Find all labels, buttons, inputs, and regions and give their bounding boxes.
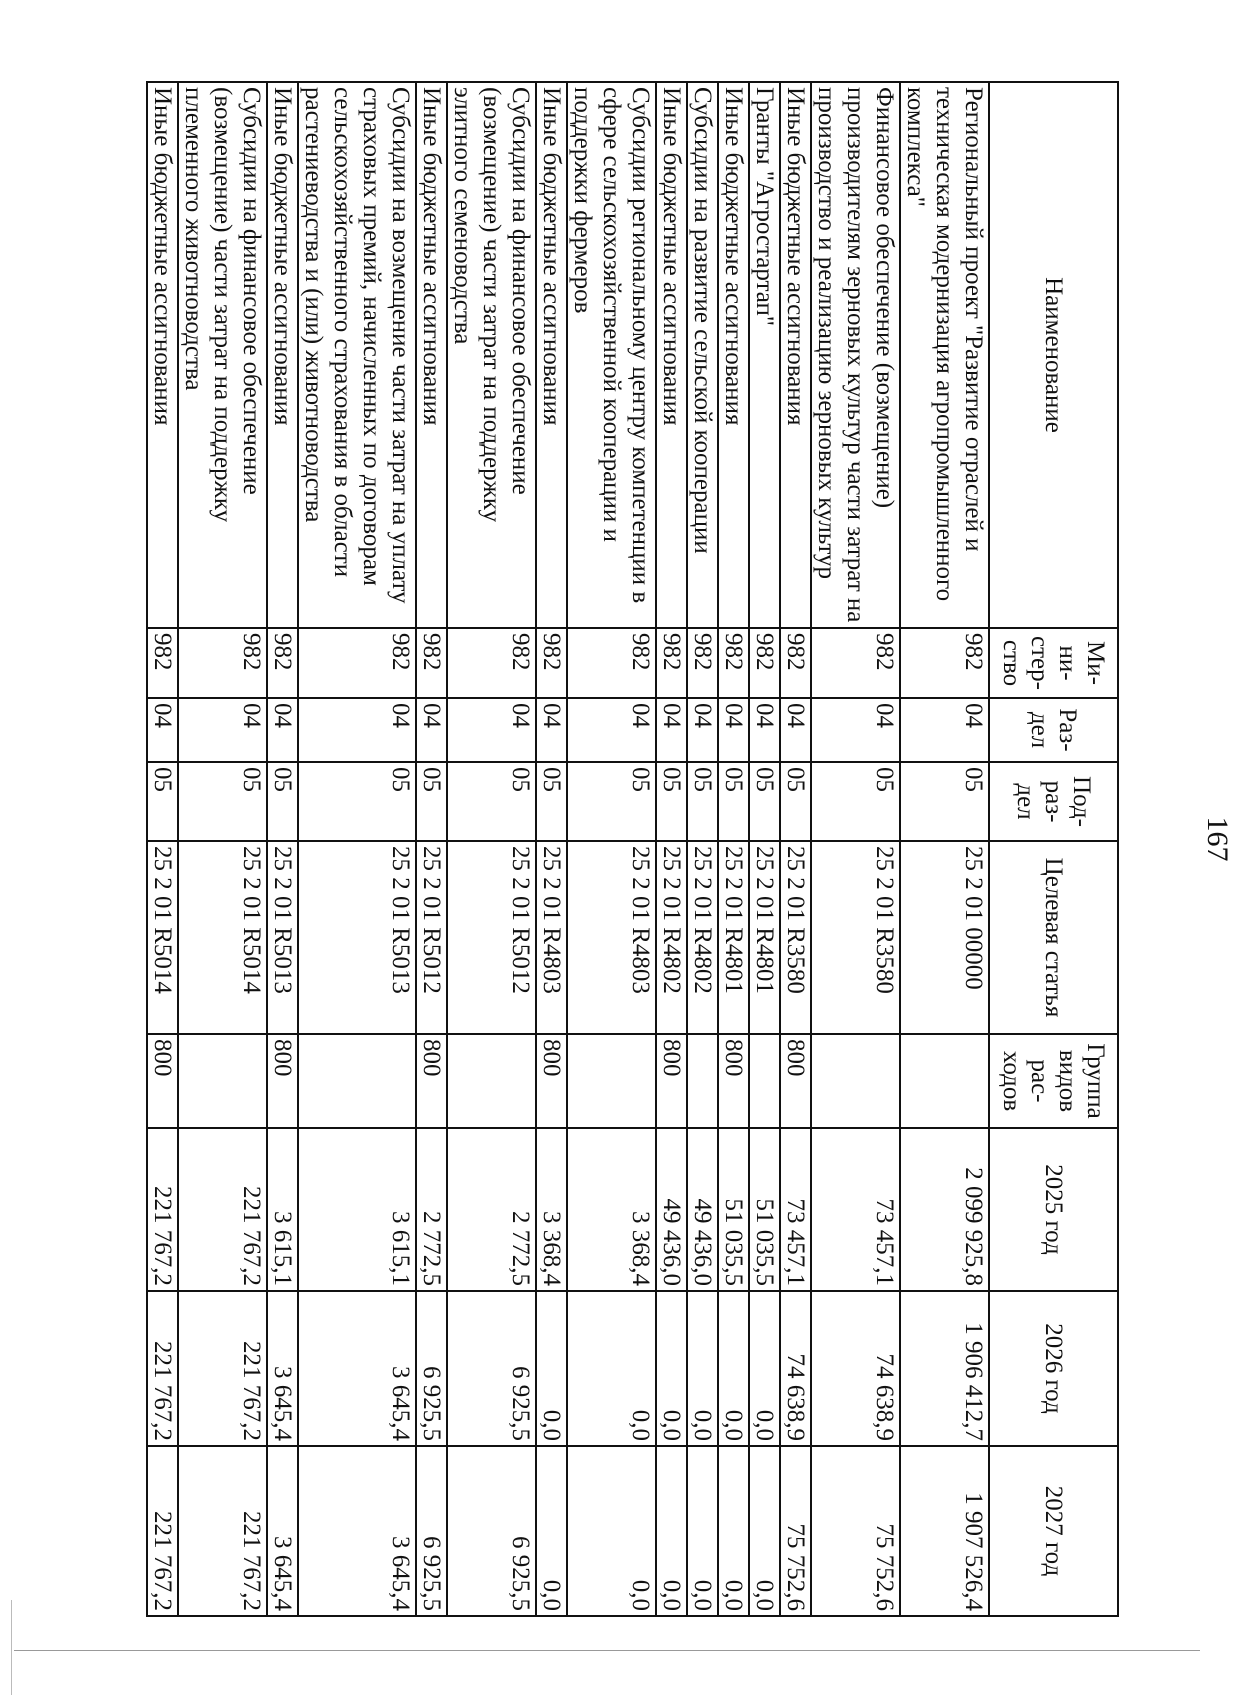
cell-y2025: 2 772,5 xyxy=(447,1128,536,1291)
cell-y2027: 0,0 xyxy=(687,1446,718,1616)
cell-y2025: 51 035,5 xyxy=(749,1128,780,1291)
cell-subsection: 05 xyxy=(298,762,416,841)
cell-subsection: 05 xyxy=(656,762,687,841)
cell-y2025: 73 457,1 xyxy=(780,1128,811,1291)
table-row xyxy=(536,82,567,1616)
cell-section: 04 xyxy=(567,698,656,762)
rotated-page xyxy=(146,81,1234,1615)
cell-group xyxy=(749,1034,780,1128)
cell-section: 04 xyxy=(900,698,989,762)
cell-y2026: 221 767,2 xyxy=(178,1291,267,1446)
cell-y2025: 73 457,1 xyxy=(811,1128,900,1291)
cell-section: 04 xyxy=(447,698,536,762)
cell-section: 04 xyxy=(749,698,780,762)
cell-ministry: 982 xyxy=(267,628,298,698)
cell-name: Иные бюджетные ассигнования xyxy=(147,82,178,628)
header-subsection: Под-раз-дел xyxy=(989,762,1118,841)
cell-group: 800 xyxy=(416,1034,447,1128)
cell-y2027: 0,0 xyxy=(656,1446,687,1616)
table-row xyxy=(567,82,656,1616)
cell-ministry: 982 xyxy=(718,628,749,698)
cell-y2026: 3 645,4 xyxy=(298,1291,416,1446)
cell-y2025: 49 436,0 xyxy=(656,1128,687,1291)
cell-ministry: 982 xyxy=(567,628,656,698)
cell-group: 800 xyxy=(267,1034,298,1128)
cell-y2025: 3 368,4 xyxy=(567,1128,656,1291)
cell-y2025: 3 615,1 xyxy=(298,1128,416,1291)
cell-subsection: 05 xyxy=(749,762,780,841)
cell-y2025: 3 368,4 xyxy=(536,1128,567,1291)
cell-name: Иные бюджетные ассигнования xyxy=(536,82,567,628)
cell-y2027: 0,0 xyxy=(536,1446,567,1616)
cell-subsection: 05 xyxy=(416,762,447,841)
table-row xyxy=(298,82,416,1616)
cell-name: Иные бюджетные ассигнования xyxy=(780,82,811,628)
cell-name: Субсидии на возмещение части затрат на уплату страховых премий, начисленных по договорам сельскохозяйственного страхования в области растениеводства и (или) животноводства xyxy=(298,82,416,628)
cell-ministry: 982 xyxy=(780,628,811,698)
header-section: Раз-дел xyxy=(989,698,1118,762)
cell-target: 25 2 01 R4801 xyxy=(718,841,749,1034)
cell-ministry: 982 xyxy=(749,628,780,698)
cell-target: 25 2 01 R5014 xyxy=(147,841,178,1034)
cell-y2027: 0,0 xyxy=(749,1446,780,1616)
cell-target: 25 2 01 R5013 xyxy=(298,841,416,1034)
cell-subsection: 05 xyxy=(567,762,656,841)
cell-group xyxy=(298,1034,416,1128)
cell-group: 800 xyxy=(536,1034,567,1128)
cell-y2027: 3 645,4 xyxy=(298,1446,416,1616)
cell-y2027: 6 925,5 xyxy=(416,1446,447,1616)
cell-subsection: 05 xyxy=(267,762,298,841)
cell-name: Субсидии на финансовое обеспечение (возмещение) части затрат на поддержку племенного животноводства xyxy=(178,82,267,628)
cell-y2025: 3 615,1 xyxy=(267,1128,298,1291)
cell-group: 800 xyxy=(718,1034,749,1128)
cell-y2025: 2 772,5 xyxy=(416,1128,447,1291)
cell-y2026: 0,0 xyxy=(567,1291,656,1446)
cell-target: 25 2 01 R4801 xyxy=(749,841,780,1034)
table-row xyxy=(718,82,749,1616)
cell-target: 25 2 01 R5012 xyxy=(447,841,536,1034)
header-name: Наименование xyxy=(989,82,1118,628)
cell-section: 04 xyxy=(656,698,687,762)
cell-target: 25 2 01 R5013 xyxy=(267,841,298,1034)
cell-y2026: 3 645,4 xyxy=(267,1291,298,1446)
cell-ministry: 982 xyxy=(656,628,687,698)
table-row xyxy=(447,82,536,1616)
table-body xyxy=(147,82,989,1616)
cell-y2025: 221 767,2 xyxy=(147,1128,178,1291)
cell-ministry: 982 xyxy=(298,628,416,698)
cell-section: 04 xyxy=(780,698,811,762)
table-row xyxy=(687,82,718,1616)
table-row xyxy=(147,82,178,1616)
cell-ministry: 982 xyxy=(447,628,536,698)
table-row xyxy=(780,82,811,1616)
cell-ministry: 982 xyxy=(900,628,989,698)
cell-name: Субсидии на развитие сельской кооперации xyxy=(687,82,718,628)
cell-subsection: 05 xyxy=(147,762,178,841)
cell-ministry: 982 xyxy=(416,628,447,698)
cell-ministry: 982 xyxy=(536,628,567,698)
cell-target: 25 2 01 R4802 xyxy=(656,841,687,1034)
cell-target: 25 2 01 R5012 xyxy=(416,841,447,1034)
cell-group xyxy=(447,1034,536,1128)
cell-section: 04 xyxy=(811,698,900,762)
cell-name: Иные бюджетные ассигнования xyxy=(267,82,298,628)
cell-name: Финансовое обеспечение (возмещение) производителям зерновых культур части затрат на производство и реализацию зерновых культур xyxy=(811,82,900,628)
cell-name: Иные бюджетные ассигнования xyxy=(718,82,749,628)
cell-ministry: 982 xyxy=(687,628,718,698)
cell-ministry: 982 xyxy=(147,628,178,698)
cell-name: Гранты "Агростартап" xyxy=(749,82,780,628)
cell-section: 04 xyxy=(178,698,267,762)
cell-y2026: 0,0 xyxy=(749,1291,780,1446)
header-expense-group: Группа видов рас-ходов xyxy=(989,1034,1118,1128)
cell-name: Субсидии региональному центру компетенции в сфере сельскохозяйственной кооперации и поддержки фермеров xyxy=(567,82,656,628)
cell-name: Иные бюджетные ассигнования xyxy=(416,82,447,628)
cell-name: Субсидии на финансовое обеспечение (возмещение) части затрат на поддержку элитного семеноводства xyxy=(447,82,536,628)
table-row xyxy=(749,82,780,1616)
table-row xyxy=(811,82,900,1616)
table-row xyxy=(178,82,267,1616)
cell-y2027: 6 925,5 xyxy=(447,1446,536,1616)
cell-y2027: 1 907 526,4 xyxy=(900,1446,989,1616)
header-target-article: Целевая статья xyxy=(989,841,1118,1034)
cell-target: 25 2 01 R4803 xyxy=(536,841,567,1034)
cell-group: 800 xyxy=(147,1034,178,1128)
cell-y2027: 3 645,4 xyxy=(267,1446,298,1616)
scan-margin-line xyxy=(11,1600,12,1695)
table-row xyxy=(900,82,989,1616)
cell-target: 25 2 01 R4803 xyxy=(567,841,656,1034)
cell-name: Иные бюджетные ассигнования xyxy=(656,82,687,628)
cell-section: 04 xyxy=(147,698,178,762)
cell-subsection: 05 xyxy=(718,762,749,841)
cell-y2026: 0,0 xyxy=(536,1291,567,1446)
cell-target: 25 2 01 R3580 xyxy=(811,841,900,1034)
budget-table xyxy=(146,81,1119,1617)
cell-y2026: 74 638,9 xyxy=(811,1291,900,1446)
cell-subsection: 05 xyxy=(780,762,811,841)
cell-group xyxy=(567,1034,656,1128)
cell-y2025: 51 035,5 xyxy=(718,1128,749,1291)
cell-y2026: 221 767,2 xyxy=(147,1291,178,1446)
cell-subsection: 05 xyxy=(178,762,267,841)
cell-y2027: 221 767,2 xyxy=(178,1446,267,1616)
header-row xyxy=(989,82,1118,1616)
cell-subsection: 05 xyxy=(536,762,567,841)
cell-section: 04 xyxy=(536,698,567,762)
cell-y2025: 2 099 925,8 xyxy=(900,1128,989,1291)
cell-target: 25 2 01 R3580 xyxy=(780,841,811,1034)
cell-y2026: 0,0 xyxy=(687,1291,718,1446)
cell-y2027: 0,0 xyxy=(718,1446,749,1616)
cell-subsection: 05 xyxy=(811,762,900,841)
scan-edge-line xyxy=(14,1650,1200,1651)
cell-y2027: 75 752,6 xyxy=(780,1446,811,1616)
cell-y2025: 221 767,2 xyxy=(178,1128,267,1291)
cell-group xyxy=(900,1034,989,1128)
table-row xyxy=(416,82,447,1616)
table-row xyxy=(267,82,298,1616)
cell-group xyxy=(687,1034,718,1128)
cell-y2026: 6 925,5 xyxy=(447,1291,536,1446)
cell-subsection: 05 xyxy=(447,762,536,841)
cell-group: 800 xyxy=(780,1034,811,1128)
page-number: 167 xyxy=(1201,816,1234,862)
cell-y2026: 74 638,9 xyxy=(780,1291,811,1446)
cell-y2026: 1 906 412,7 xyxy=(900,1291,989,1446)
cell-ministry: 982 xyxy=(178,628,267,698)
cell-y2025: 49 436,0 xyxy=(687,1128,718,1291)
cell-group xyxy=(811,1034,900,1128)
header-ministry: Ми-ни-стер-ство xyxy=(989,628,1118,698)
cell-section: 04 xyxy=(687,698,718,762)
cell-group xyxy=(178,1034,267,1128)
cell-section: 04 xyxy=(298,698,416,762)
cell-y2027: 0,0 xyxy=(567,1446,656,1616)
header-2026: 2026 год xyxy=(989,1291,1118,1446)
cell-target: 25 2 01 00000 xyxy=(900,841,989,1034)
cell-section: 04 xyxy=(267,698,298,762)
header-2027: 2027 год xyxy=(989,1446,1118,1616)
table-row xyxy=(656,82,687,1616)
cell-section: 04 xyxy=(416,698,447,762)
cell-name: Региональный проект "Развитие отраслей и техническая модернизация агропромышленного комплекса" xyxy=(900,82,989,628)
header-2025: 2025 год xyxy=(989,1128,1118,1291)
cell-subsection: 05 xyxy=(687,762,718,841)
cell-y2026: 0,0 xyxy=(656,1291,687,1446)
cell-ministry: 982 xyxy=(811,628,900,698)
cell-section: 04 xyxy=(718,698,749,762)
cell-y2026: 6 925,5 xyxy=(416,1291,447,1446)
cell-y2027: 221 767,2 xyxy=(147,1446,178,1616)
cell-y2027: 75 752,6 xyxy=(811,1446,900,1616)
cell-group: 800 xyxy=(656,1034,687,1128)
cell-target: 25 2 01 R4802 xyxy=(687,841,718,1034)
cell-y2026: 0,0 xyxy=(718,1291,749,1446)
cell-subsection: 05 xyxy=(900,762,989,841)
cell-target: 25 2 01 R5014 xyxy=(178,841,267,1034)
